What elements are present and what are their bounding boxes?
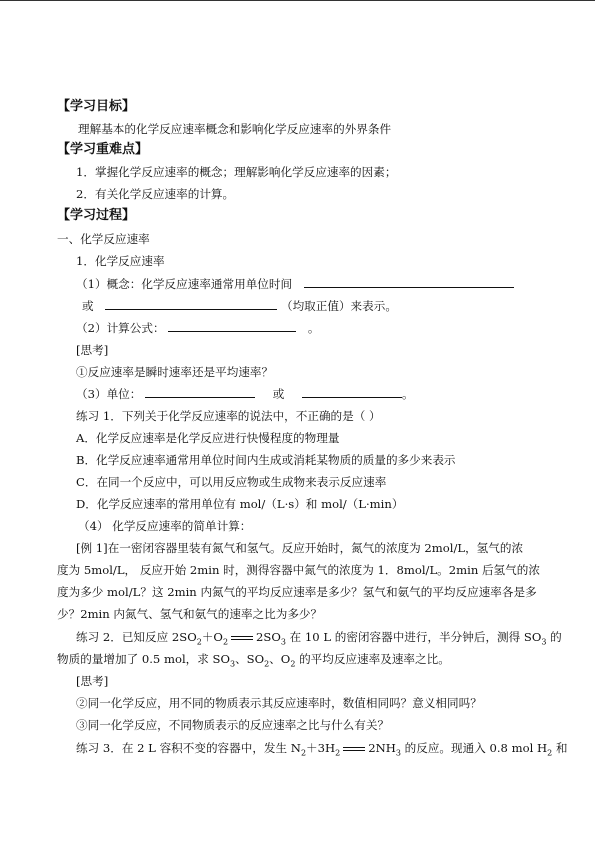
exercise-2-line-1: [76, 629, 562, 645]
sub: 2: [335, 748, 341, 758]
example-line-1: [例 1]在一密闭容器里装有氮气和氢气。反应开始时，氮气的浓度为 2mol/L，氢气的浓: [76, 541, 524, 555]
think-label-2: [思考]: [76, 674, 109, 688]
equilibrium-arrow-icon: [343, 744, 365, 754]
ex2-text-e: 的: [546, 630, 562, 644]
think-label: [思考]: [76, 343, 109, 357]
exercise-2-line-2: [57, 651, 450, 667]
option-a: A．化学反应速率是化学反应进行快慢程度的物理量: [76, 431, 340, 445]
sub: 3: [229, 659, 236, 669]
sub: 3: [395, 748, 401, 758]
subsection-title: 1．化学反应速率: [76, 254, 165, 268]
example-line-4: 少？2min 内氮气、氢气和氨气的速率之比为多少？: [57, 607, 323, 621]
formula-blank[interactable]: [168, 320, 296, 332]
question-3: ③同一化学反应，不同物质表示的反应速率之比与什么有关？: [76, 718, 390, 732]
ex2-l2-c: 、O: [269, 652, 291, 666]
sub: 3: [541, 637, 547, 647]
formula-tail: 。: [307, 321, 320, 335]
ex3-text-c: 2NH: [368, 741, 396, 755]
sub: 2: [196, 637, 202, 647]
sub: 2: [300, 748, 307, 758]
concept-tail: （均取正值）来表示。: [280, 299, 397, 313]
or-label: 或: [82, 299, 94, 313]
example-line-3: 度为多少 mol/L？这 2min 内氮气的平均反应速率是多少？氢气和氨气的平均反应速率各是多: [57, 585, 537, 599]
goal-text: 理解基本的化学反应速率概念和影响化学反应速率的外界条件: [78, 122, 392, 136]
ex3-text-d: 的反应。现通入 0.8 mol H: [400, 741, 548, 755]
sub: 2: [547, 748, 553, 758]
sub: 3: [280, 637, 286, 647]
concept-line-2: [82, 298, 397, 314]
ex2-text-a: 练习 2．已知反应 2SO: [76, 630, 197, 644]
ex2-text-d: 在 10 L 的密闭容器中进行，半分钟后，测得 SO: [285, 630, 542, 644]
key-point-2: 2．有关化学反应速率的计算。: [76, 187, 235, 201]
unit-or: 或: [272, 387, 285, 401]
calc-title: （4） 化学反应速率的简单计算：: [78, 519, 252, 533]
ex2-text-c: 2SO: [256, 630, 281, 644]
option-d: D．化学反应速率的常用单位有 mol/（L·s）和 mol/（L·min）: [76, 497, 404, 511]
process-heading: 【学习过程】: [57, 208, 136, 223]
unit-label: （3）单位：: [76, 387, 142, 401]
concept-line: [76, 276, 514, 292]
page-top-rule: [0, 0, 595, 1]
exercise-1: 练习 1．下列关于化学反应速率的说法中，不正确的是（ ）: [76, 409, 381, 423]
equilibrium-arrow-icon: [231, 633, 253, 643]
ex2-l2-b: 、SO: [235, 652, 265, 666]
goal-heading: 【学习目标】: [57, 99, 136, 114]
section-title: 一、化学反应速率: [57, 232, 150, 246]
key-point-1: 1．掌握化学反应速率的概念；理解影响化学反应速率的因素；: [76, 165, 397, 179]
unit-line: [76, 386, 414, 402]
ex3-text-b: ＋3H: [306, 741, 336, 755]
sub: 2: [222, 637, 229, 647]
exercise-3-line-1: [76, 740, 567, 756]
unit-blank-2[interactable]: [302, 386, 402, 398]
ex2-l2-a: 物质的量增加了 0.5 mol，求 SO: [57, 652, 230, 666]
question-2: ②同一化学反应，用不同的物质表示其反应速率时，数值相同吗？意义相同吗？: [76, 696, 482, 710]
concept-blank-1[interactable]: [304, 276, 514, 288]
concept-label: （1）概念：化学反应速率通常用单位时间: [76, 277, 293, 291]
formula-line: [76, 320, 320, 336]
sub: 2: [264, 659, 270, 669]
ex3-text-a: 练习 3．在 2 L 容积不变的容器中，发生 N: [76, 741, 301, 755]
sub: 2: [290, 659, 296, 669]
option-c: C．在同一个反应中，可以用反应物或生成物来表示反应速率: [76, 475, 387, 489]
ex3-text-e: 和: [552, 741, 568, 755]
ex2-l2-d: 的平均反应速率及速率之比。: [295, 652, 450, 666]
concept-blank-2[interactable]: [105, 298, 277, 310]
formula-label: （2）计算公式：: [76, 321, 165, 335]
ex2-text-b: ＋O: [201, 630, 223, 644]
unit-tail: 。: [402, 387, 414, 401]
question-1: ①反应速率是瞬时速率还是平均速率？: [76, 365, 274, 379]
example-line-2: 度为 5mol/L， 反应开始 2min 时，测得容器中氮气的浓度为 1．8mol/L。2min 后氢气的浓: [57, 563, 540, 577]
unit-blank-1[interactable]: [145, 386, 255, 398]
key-points-heading: 【学习重难点】: [57, 142, 149, 157]
option-b: B．化学反应速率通常用单位时间内生成或消耗某物质的质量的多少来表示: [76, 453, 456, 467]
